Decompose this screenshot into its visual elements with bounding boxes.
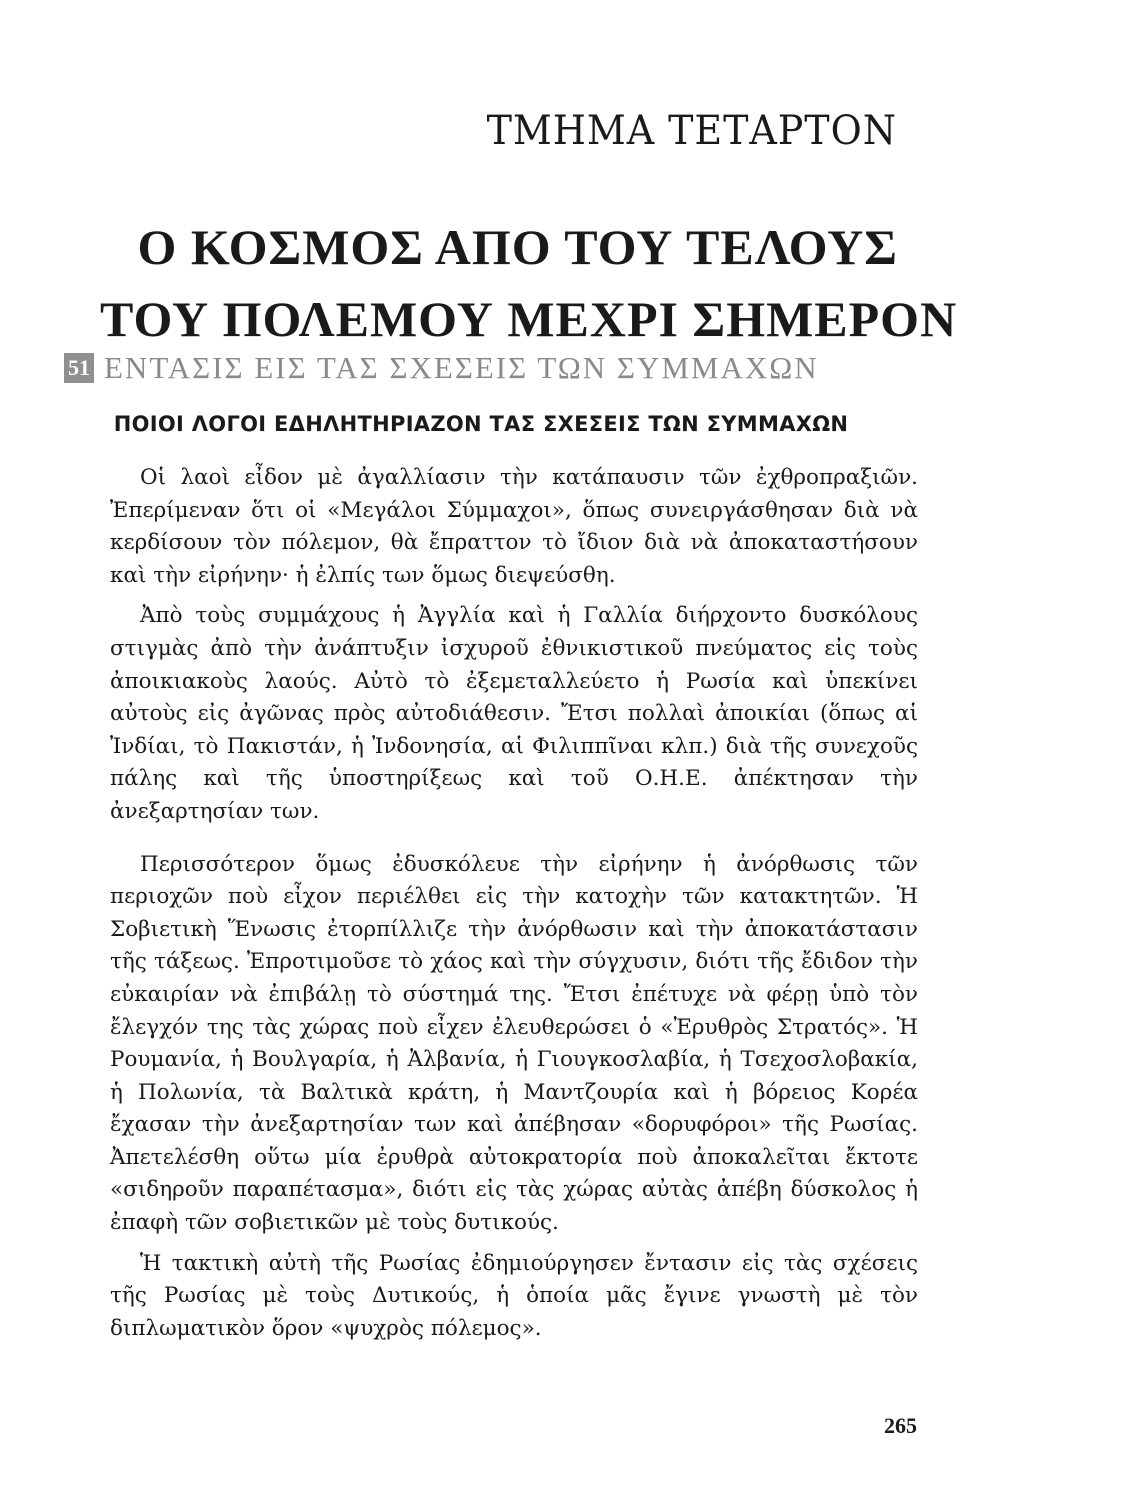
body-text — [110, 462, 918, 1345]
main-title-line-2: ΤΟΥ ΠΟΛΕΜΟΥ ΜΕΧΡΙ ΣΗΜΕΡΟΝ — [100, 291, 958, 347]
section-heading: ΠΟΙΟΙ ΛΟΓΟΙ ΕΔΗΛΗΤΗΡΙΑΖΟΝ ΤΑΣ ΣΧΕΣΕΙΣ ΤΩΝ ΣΥΜΜΑΧΩΝ — [113, 412, 849, 436]
paragraph: Οἱ λαοὶ εἶδον μὲ ἀγαλλίασιν τὴν κατάπαυσιν τῶν ἐχθροπραξιῶν. Ἐπερίμεναν ὅτι οἱ «Μεγάλοι Σύμμαχοι», ὅπως συνειργάσθησαν διὰ νὰ κερδίσουν τὸν πόλεμον, θὰ ἔπραττον τὸ ἴδιον διὰ νὰ ἀποκαταστήσουν καὶ τὴν εἰρήνην· ἡ ἐλπίς των ὅμως διεψεύσθη. — [110, 465, 918, 588]
page-number: 265 — [884, 1413, 917, 1438]
chapter-number-badge: 51 — [64, 353, 94, 383]
chapter-title: ΕΝΤΑΣΙΣ ΕΙΣ ΤΑΣ ΣΧΕΣΕΙΣ ΤΩΝ ΣΥΜΜΑΧΩΝ — [104, 350, 819, 385]
paragraph: Ἀπὸ τοὺς συμμάχους ἡ Ἀγγλία καὶ ἡ Γαλλία διήρχοντο δυσκόλους στιγμὰς ἀπὸ τὴν ἀνάπτυξιν ἰσχυροῦ ἐθνικιστικοῦ πνεύματος εἰς τοὺς ἀποικιακοὺς λαούς. Αὐτὸ τὸ ἐξεμεταλλεύετο ἡ Ρωσία καὶ ὑπεκίνει αὐτοὺς εἰς ἀγῶνας πρὸς αὐτοδιάθεσιν. Ἔτσι πολλαὶ ἀποικίαι (ὅπως αἱ Ἰνδίαι, τὸ Πακιστάν, ἡ Ἰνδονησία, αἱ Φιλιππῖναι κλπ.) διὰ τῆς συνεχοῦς πάλης καὶ τῆς ὑποστηρίξεως καὶ τοῦ Ο.Η.Ε. ἀπέκτησαν τὴν ἀνεξαρτησίαν των. — [110, 603, 918, 824]
main-title-line-1: Ο ΚΟΣΜΟΣ ΑΠΟ ΤΟΥ ΤΕΛΟΥΣ — [137, 219, 898, 275]
paragraph: Περισσότερον ὅμως ἐδυσκόλευε τὴν εἰρήνην ἡ ἀνόρθωσις τῶν περιοχῶν ποὺ εἶχον περιέλθει εἰς τὴν κατοχὴν τῶν κατακτητῶν. Ἡ Σοβιετικὴ Ἕνωσις ἐτορπίλλιζε τὴν ἀνόρθωσιν καὶ τὴν ἀποκατάστασιν τῆς τάξεως. Ἐπροτιμοῦσε τὸ χάος καὶ τὴν σύγχυσιν, διότι τῆς ἔδιδον τὴν εὐκαιρίαν νὰ ἐπιβάλῃ τὸ σύστημά της. Ἔτσι ἐπέτυχε νὰ φέρῃ ὑπὸ τὸν ἔλεγχόν της τὰς χώρας ποὺ εἶχεν ἐλευθερώσει ὁ «Ἐρυθρὸς Στρατός». Ἡ Ρουμανία, ἡ Βουλγαρία, ἡ Ἀλβανία, ἡ Γιουγκοσλαβία, ἡ Τσεχοσλοβακία, ἡ Πολωνία, τὰ Βαλτικὰ κράτη, ἡ Μαντζουρία καὶ ἡ βόρειος Κορέα ἔχασαν τὴν ἀνεξαρτησίαν των καὶ ἀπέβησαν «δορυφόροι» τῆς Ρωσίας. Ἀπετελέσθη οὕτω μία ἐρυθρὰ αὐτοκρατορία ποὺ ἀποκαλεῖται ἔκτοτε «σιδηροῦν παραπέτασμα», διότι εἰς τὰς χώρας αὐτὰς ἀπέβη δύσκολος ἡ ἐπαφὴ τῶν σοβιετικῶν μὲ τοὺς δυτικούς. — [110, 851, 918, 1236]
paragraph: Ἡ τακτικὴ αὐτὴ τῆς Ρωσίας ἐδημιούργησεν ἔντασιν εἰς τὰς σχέσεις τῆς Ρωσίας μὲ τοὺς Δυτικούς, ἡ ὁποία μᾶς ἔγινε γνωστὴ μὲ τὸν διπλωματικὸν ὅρον «ψυχρὸς πόλεμος». — [110, 1250, 918, 1341]
chapter-header — [64, 348, 819, 388]
part-title: ΤΜΗΜΑ ΤΕΤΑΡΤΟΝ — [486, 108, 897, 154]
